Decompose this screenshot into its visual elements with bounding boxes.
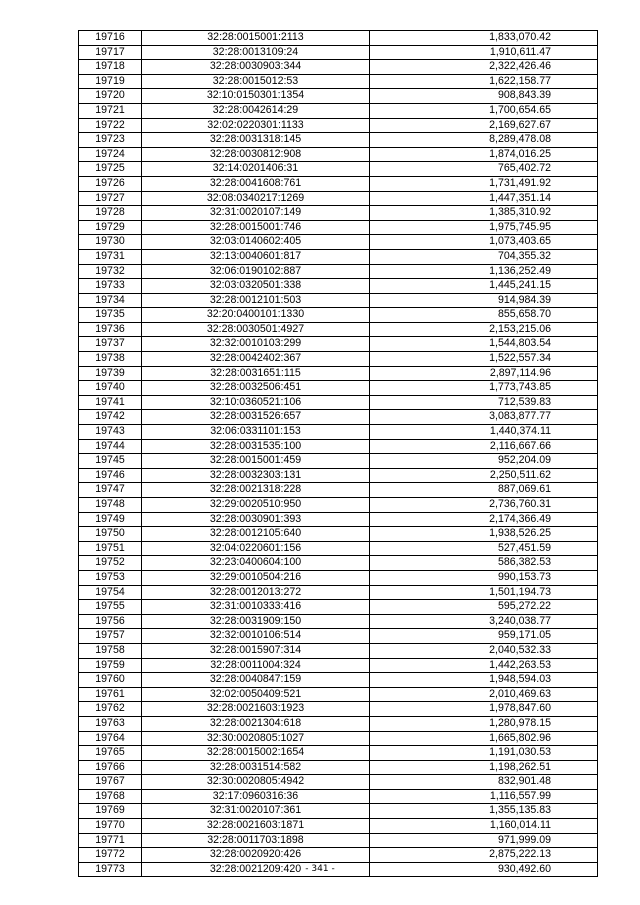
page-number: - 341 - [305, 864, 335, 874]
table-row [79, 746, 598, 761]
amount-cell: 1,874,016.25 [370, 147, 598, 162]
cadastral-number-cell: 32:28:0042402:367 [142, 352, 370, 367]
row-number-cell: 19719 [79, 74, 142, 89]
row-number-cell: 19751 [79, 541, 142, 556]
cadastral-number-cell: 32:28:0031514:582 [142, 760, 370, 775]
amount-cell: 908,843.39 [370, 89, 598, 104]
cadastral-number-cell: 32:28:0012013:272 [142, 585, 370, 600]
amount-cell: 586,382.53 [370, 556, 598, 571]
amount-cell: 712,539.83 [370, 395, 598, 410]
amount-cell: 8,289,478.08 [370, 133, 598, 148]
cadastral-number-cell: 32:06:0331101:153 [142, 425, 370, 440]
row-number-cell: 19758 [79, 643, 142, 658]
table-row [79, 439, 598, 454]
row-number-cell: 19732 [79, 264, 142, 279]
row-number-cell: 19730 [79, 235, 142, 250]
cadastral-number-cell: 32:28:0040847:159 [142, 673, 370, 688]
cadastral-number-cell: 32:10:0150301:1354 [142, 89, 370, 104]
row-number-cell: 19731 [79, 249, 142, 264]
cadastral-number-cell: 32:02:0220301:1133 [142, 118, 370, 133]
cadastral-number-cell: 32:28:0015907:314 [142, 643, 370, 658]
row-number-cell: 19738 [79, 352, 142, 367]
amount-cell: 1,385,310.92 [370, 206, 598, 221]
cadastral-number-cell: 32:31:0020107:361 [142, 804, 370, 819]
amount-cell: 1,198,262.51 [370, 760, 598, 775]
table-row [79, 760, 598, 775]
table-row [79, 352, 598, 367]
amount-cell: 3,083,877.77 [370, 410, 598, 425]
amount-cell: 1,355,135.83 [370, 804, 598, 819]
amount-cell: 990,153.73 [370, 570, 598, 585]
cadastral-number-cell: 32:02:0050409:521 [142, 687, 370, 702]
amount-cell: 1,948,594.03 [370, 673, 598, 688]
row-number-cell: 19752 [79, 556, 142, 571]
amount-cell: 2,897,114.96 [370, 366, 598, 381]
cadastral-number-cell: 32:28:0031909:150 [142, 614, 370, 629]
row-number-cell: 19743 [79, 425, 142, 440]
amount-cell: 1,136,252.49 [370, 264, 598, 279]
table-row [79, 600, 598, 615]
table-row [79, 483, 598, 498]
cadastral-number-cell: 32:06:0190102:887 [142, 264, 370, 279]
table-row [79, 322, 598, 337]
table-row [79, 658, 598, 673]
cadastral-number-cell: 32:28:0015001:459 [142, 454, 370, 469]
table-row [79, 702, 598, 717]
table-row [79, 454, 598, 469]
cadastral-number-cell: 32:28:0015001:2113 [142, 31, 370, 46]
row-number-cell: 19727 [79, 191, 142, 206]
cadastral-number-cell: 32:28:0015002:1654 [142, 746, 370, 761]
cadastral-number-cell: 32:23:0400604:100 [142, 556, 370, 571]
cadastral-number-cell: 32:20:0400101:1330 [142, 308, 370, 323]
row-number-cell: 19748 [79, 498, 142, 513]
row-number-cell: 19765 [79, 746, 142, 761]
row-number-cell: 19759 [79, 658, 142, 673]
amount-cell: 855,658.70 [370, 308, 598, 323]
row-number-cell: 19766 [79, 760, 142, 775]
amount-cell: 1,700,654.65 [370, 103, 598, 118]
row-number-cell: 19737 [79, 337, 142, 352]
table-row [79, 293, 598, 308]
table-row [79, 498, 598, 513]
row-number-cell: 19747 [79, 483, 142, 498]
table-row [79, 410, 598, 425]
table-row [79, 833, 598, 848]
cadastral-number-cell: 32:08:0340217:1269 [142, 191, 370, 206]
table-row [79, 176, 598, 191]
table-row [79, 147, 598, 162]
amount-cell: 1,073,403.65 [370, 235, 598, 250]
table-row [79, 60, 598, 75]
cadastral-number-cell: 32:28:0011703:1898 [142, 833, 370, 848]
cadastral-number-cell: 32:29:0010504:216 [142, 570, 370, 585]
amount-cell: 765,402.72 [370, 162, 598, 177]
table-row [79, 395, 598, 410]
amount-cell: 1,191,030.53 [370, 746, 598, 761]
cadastral-number-cell: 32:28:0042614:29 [142, 103, 370, 118]
table-row [79, 249, 598, 264]
table-row [79, 570, 598, 585]
table-row [79, 381, 598, 396]
table-row [79, 541, 598, 556]
table-row [79, 425, 598, 440]
amount-cell: 2,736,760.31 [370, 498, 598, 513]
cadastral-number-cell: 32:28:0012105:640 [142, 527, 370, 542]
cadastral-number-cell: 32:13:0040601:817 [142, 249, 370, 264]
table-row [79, 687, 598, 702]
row-number-cell: 19745 [79, 454, 142, 469]
row-number-cell: 19750 [79, 527, 142, 542]
table-row [79, 45, 598, 60]
cadastral-number-cell: 32:28:0021603:1923 [142, 702, 370, 717]
row-number-cell: 19764 [79, 731, 142, 746]
cadastral-number-cell: 32:03:0320501:338 [142, 279, 370, 294]
table-row [79, 643, 598, 658]
amount-cell: 2,040,532.33 [370, 643, 598, 658]
row-number-cell: 19749 [79, 512, 142, 527]
table-row [79, 133, 598, 148]
table-row [79, 804, 598, 819]
amount-cell: 1,522,557.34 [370, 352, 598, 367]
property-table [78, 30, 598, 877]
amount-cell: 2,322,426.46 [370, 60, 598, 75]
amount-cell: 1,665,802.96 [370, 731, 598, 746]
cadastral-number-cell: 32:28:0032506:451 [142, 381, 370, 396]
row-number-cell: 19754 [79, 585, 142, 600]
cadastral-number-cell: 32:31:0020107:149 [142, 206, 370, 221]
row-number-cell: 19773 [79, 862, 142, 877]
table-row [79, 848, 598, 863]
row-number-cell: 19770 [79, 819, 142, 834]
amount-cell: 1,442,263.53 [370, 658, 598, 673]
cadastral-number-cell: 32:28:0021603:1871 [142, 819, 370, 834]
row-number-cell: 19740 [79, 381, 142, 396]
cadastral-number-cell: 32:32:0010103:299 [142, 337, 370, 352]
amount-cell: 704,355.32 [370, 249, 598, 264]
amount-cell: 1,501,194.73 [370, 585, 598, 600]
amount-cell: 2,010,469.63 [370, 687, 598, 702]
row-number-cell: 19718 [79, 60, 142, 75]
row-number-cell: 19753 [79, 570, 142, 585]
row-number-cell: 19756 [79, 614, 142, 629]
table-row [79, 716, 598, 731]
table-row [79, 74, 598, 89]
amount-cell: 2,250,511.62 [370, 468, 598, 483]
row-number-cell: 19720 [79, 89, 142, 104]
row-number-cell: 19717 [79, 45, 142, 60]
table-body [79, 31, 598, 877]
table-row [79, 512, 598, 527]
row-number-cell: 19768 [79, 789, 142, 804]
table-row [79, 279, 598, 294]
cadastral-number-cell: 32:28:0013109:24 [142, 45, 370, 60]
amount-cell: 832,901.48 [370, 775, 598, 790]
amount-cell: 1,160,014.11 [370, 819, 598, 834]
amount-cell: 1,280,978.15 [370, 716, 598, 731]
table-row [79, 673, 598, 688]
amount-cell: 1,938,526.25 [370, 527, 598, 542]
row-number-cell: 19744 [79, 439, 142, 454]
table-row [79, 527, 598, 542]
amount-cell: 1,833,070.42 [370, 31, 598, 46]
row-number-cell: 19761 [79, 687, 142, 702]
table-row [79, 206, 598, 221]
amount-cell: 1,622,158.77 [370, 74, 598, 89]
row-number-cell: 19746 [79, 468, 142, 483]
row-number-cell: 19767 [79, 775, 142, 790]
table-row [79, 556, 598, 571]
amount-cell: 887,069.61 [370, 483, 598, 498]
table-row [79, 162, 598, 177]
table-row [79, 264, 598, 279]
amount-cell: 2,174,366.49 [370, 512, 598, 527]
row-number-cell: 19769 [79, 804, 142, 819]
table-row [79, 308, 598, 323]
row-number-cell: 19760 [79, 673, 142, 688]
cadastral-number-cell: 32:28:0031526:657 [142, 410, 370, 425]
cadastral-number-cell: 32:28:0021318:228 [142, 483, 370, 498]
cadastral-number-cell: 32:28:0031318:145 [142, 133, 370, 148]
row-number-cell: 19741 [79, 395, 142, 410]
amount-cell: 2,169,627.67 [370, 118, 598, 133]
amount-cell: 1,773,743.85 [370, 381, 598, 396]
amount-cell: 1,544,803.54 [370, 337, 598, 352]
cadastral-number-cell: 32:30:0020805:4942 [142, 775, 370, 790]
cadastral-number-cell: 32:28:0030901:393 [142, 512, 370, 527]
cadastral-number-cell: 32:28:0011004:324 [142, 658, 370, 673]
cadastral-number-cell: 32:30:0020805:1027 [142, 731, 370, 746]
amount-cell: 914,984.39 [370, 293, 598, 308]
cadastral-number-cell: 32:32:0010106:514 [142, 629, 370, 644]
table-row [79, 235, 598, 250]
row-number-cell: 19726 [79, 176, 142, 191]
cadastral-number-cell: 32:28:0030812:908 [142, 147, 370, 162]
table-row [79, 819, 598, 834]
amount-cell: 930,492.60 [370, 862, 598, 877]
row-number-cell: 19721 [79, 103, 142, 118]
row-number-cell: 19755 [79, 600, 142, 615]
cadastral-number-cell: 32:31:0010333:416 [142, 600, 370, 615]
cadastral-number-cell: 32:03:0140602:405 [142, 235, 370, 250]
row-number-cell: 19728 [79, 206, 142, 221]
amount-cell: 1,975,745.95 [370, 220, 598, 235]
cadastral-number-cell: 32:28:0031535:100 [142, 439, 370, 454]
amount-cell: 595,272.22 [370, 600, 598, 615]
row-number-cell: 19735 [79, 308, 142, 323]
amount-cell: 1,440,374.11 [370, 425, 598, 440]
row-number-cell: 19722 [79, 118, 142, 133]
row-number-cell: 19762 [79, 702, 142, 717]
cadastral-number-cell: 32:17:0960316:36 [142, 789, 370, 804]
amount-cell: 952,204.09 [370, 454, 598, 469]
amount-cell: 527,451.59 [370, 541, 598, 556]
amount-cell: 959,171.05 [370, 629, 598, 644]
row-number-cell: 19734 [79, 293, 142, 308]
amount-cell: 1,116,557.99 [370, 789, 598, 804]
table-row [79, 585, 598, 600]
cadastral-number-cell: 32:28:0041608:761 [142, 176, 370, 191]
cadastral-number-cell: 32:28:0030903:344 [142, 60, 370, 75]
cadastral-number-cell: 32:28:0015012:53 [142, 74, 370, 89]
cadastral-number-cell: 32:28:0012101:503 [142, 293, 370, 308]
row-number-cell: 19725 [79, 162, 142, 177]
table-row [79, 614, 598, 629]
row-number-cell: 19723 [79, 133, 142, 148]
amount-cell: 2,875,222.13 [370, 848, 598, 863]
table-row [79, 629, 598, 644]
table-row [79, 89, 598, 104]
cadastral-number-cell: 32:28:0021304:618 [142, 716, 370, 731]
cadastral-number-cell: 32:14:0201406:31 [142, 162, 370, 177]
row-number-cell: 19771 [79, 833, 142, 848]
row-number-cell: 19757 [79, 629, 142, 644]
row-number-cell: 19716 [79, 31, 142, 46]
row-number-cell: 19729 [79, 220, 142, 235]
amount-cell: 1,731,491.92 [370, 176, 598, 191]
amount-cell: 1,447,351.14 [370, 191, 598, 206]
row-number-cell: 19724 [79, 147, 142, 162]
cadastral-number-cell: 32:28:0032303:131 [142, 468, 370, 483]
cadastral-number-cell: 32:10:0360521:106 [142, 395, 370, 410]
amount-cell: 2,116,667.66 [370, 439, 598, 454]
row-number-cell: 19733 [79, 279, 142, 294]
cadastral-number-cell: 32:28:0015001:746 [142, 220, 370, 235]
amount-cell: 1,910,611.47 [370, 45, 598, 60]
table-row [79, 118, 598, 133]
cadastral-number-cell: 32:28:0020920:426 [142, 848, 370, 863]
table-row [79, 220, 598, 235]
table-row [79, 775, 598, 790]
row-number-cell: 19739 [79, 366, 142, 381]
amount-cell: 971,999.09 [370, 833, 598, 848]
table-row [79, 31, 598, 46]
table-row [79, 366, 598, 381]
amount-cell: 3,240,038.77 [370, 614, 598, 629]
row-number-cell: 19763 [79, 716, 142, 731]
row-number-cell: 19742 [79, 410, 142, 425]
cadastral-number-cell: 32:28:0031651:115 [142, 366, 370, 381]
table-row [79, 731, 598, 746]
row-number-cell: 19736 [79, 322, 142, 337]
table-row [79, 103, 598, 118]
row-number-cell: 19772 [79, 848, 142, 863]
amount-cell: 1,445,241.15 [370, 279, 598, 294]
amount-cell: 1,978,847.60 [370, 702, 598, 717]
table-row [79, 191, 598, 206]
cadastral-number-cell: 32:28:0030501:4927 [142, 322, 370, 337]
table-row [79, 337, 598, 352]
cadastral-number-cell: 32:28:0021209:420 [142, 862, 370, 877]
cadastral-number-cell: 32:04:0220601:156 [142, 541, 370, 556]
table-row [79, 468, 598, 483]
amount-cell: 2,153,215.06 [370, 322, 598, 337]
table-row [79, 789, 598, 804]
cadastral-number-cell: 32:29:0020510:950 [142, 498, 370, 513]
